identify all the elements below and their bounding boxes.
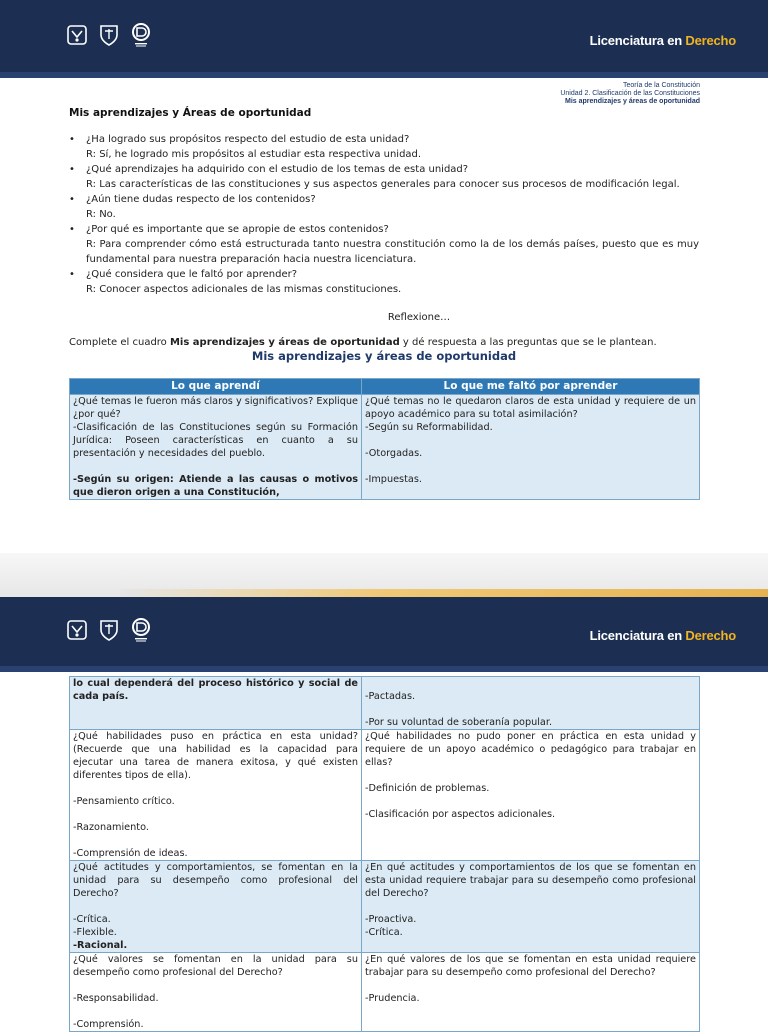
faculty-shield-icon — [98, 617, 120, 643]
answer-text: R: No. — [86, 209, 116, 220]
institution-logos — [66, 22, 152, 48]
cell-missing: ¿En qué valores de los que se fomentan en esta unidad requiere trabajar para su desempeño como profesional del Derecho? -Prudencia. — [362, 953, 700, 1032]
cell-missing: ¿En qué actitudes y comportamientos de los que se fomentan en esta unidad requiere trabajar para su desempeño como profesional del Derecho? -Proactiva. -Crítica. — [362, 861, 700, 953]
header-missing: Lo que me faltó por aprender — [362, 379, 700, 395]
question-text: ¿Ha logrado sus propósitos respecto del estudio de esta unidad? — [86, 134, 410, 145]
header-learned: Lo que aprendí — [70, 379, 362, 395]
answer-text: R: Sí, he logrado mis propósitos al estudiar esta respectiva unidad. — [86, 149, 422, 160]
question-item — [69, 222, 699, 267]
bullet-icon: • — [69, 224, 75, 235]
unam-seal-icon — [66, 22, 88, 48]
instructions-text: Complete el cuadro Mis aprendizajes y áreas de oportunidad y dé respuesta a las preguntas que se le plantean. — [69, 337, 657, 348]
learning-table-page1 — [69, 378, 700, 500]
banner-wave — [0, 666, 768, 672]
cell-missing: ¿Qué habilidades no pudo poner en práctica en esta unidad y requiere de un apoyo académico o pedagógico para trabajar en ellas? -Definición de problemas. -Clasificación por aspectos adicionales. — [362, 730, 700, 861]
question-text: ¿Qué aprendizajes ha adquirido con el estudio de los temas de esta unidad? — [86, 164, 469, 175]
course-name: Teoría de la Constitución — [622, 82, 700, 89]
program-highlight: Derecho — [685, 628, 736, 643]
cell-learned: ¿Qué habilidades puso en práctica en esta unidad? (Recuerde que una habilidad es la capacidad para ejecutar una tarea de manera exitosa, y qué existen diferentes tipos de ella). -Pensamiento crítico. -Razonamiento. -Comprensión de ideas. — [70, 730, 362, 861]
cell-missing: ¿Qué temas no le quedaron claros de esta unidad y requiere de un apoyo académico para su total asimilación? -Según su Reformabilidad. -Otorgadas. -Impuestas. — [362, 395, 700, 500]
instructions-bold: Mis aprendizajes y áreas de oportunidad — [169, 337, 400, 348]
section-title: Mis aprendizajes y Áreas de oportunidad — [69, 107, 312, 119]
table-title: Mis aprendizajes y áreas de oportunidad — [251, 349, 517, 363]
bullet-icon: • — [69, 134, 75, 145]
unit-name: Unidad 2. Clasificación de las Constituciones — [560, 90, 700, 97]
table-row — [70, 953, 700, 1032]
table-header-row — [70, 379, 700, 395]
question-text: ¿Aún tiene dudas respecto de los contenidos? — [86, 194, 316, 205]
bullet-icon: • — [69, 164, 75, 175]
answer-text: R: Las características de las constituciones y sus aspectos generales para conocer sus procesos de modificación legal. — [86, 179, 680, 190]
top-banner — [0, 0, 768, 78]
question-text: ¿Por qué es importante que se apropie de estos contenidos? — [86, 224, 389, 235]
cell-learned: lo cual dependerá del proceso histórico y social de cada país. — [70, 677, 362, 730]
table-row — [70, 677, 700, 730]
reflection-questions — [69, 132, 699, 297]
question-text: ¿Qué considera que le faltó por aprender? — [86, 269, 298, 280]
bullet-icon: • — [69, 269, 75, 280]
bullet-icon: • — [69, 194, 75, 205]
unam-seal-icon — [66, 617, 88, 643]
institution-logos — [66, 617, 152, 643]
learning-table-page2 — [69, 676, 700, 1032]
distance-education-logo-icon — [130, 617, 152, 643]
cell-learned: ¿Qué actitudes y comportamientos, se fomentan en la unidad para su desempeño como profesional del Derecho? -Crítica. -Flexible. -Racional. — [70, 861, 362, 953]
cell-learned: ¿Qué temas le fueron más claros y significativos? Explique ¿por qué? -Clasificación de las Constituciones según su Formación Jurídica: Poseen características en cuanto a su presentación y necesidades del pueblo. -Según su origen: Atiende a las causas o motivos que dieron origen a una Constitución, — [70, 395, 362, 500]
question-item — [69, 192, 699, 222]
reflexione-text: Reflexione… — [387, 312, 451, 323]
program-title: Licenciatura en Derecho — [589, 628, 736, 643]
table-row — [70, 730, 700, 861]
cell-missing: -Pactadas. -Por su voluntad de soberanía popular. — [362, 677, 700, 730]
cell-learned: ¿Qué valores se fomentan en la unidad para su desempeño como profesional del Derecho? -Responsabilidad. -Comprensión. — [70, 953, 362, 1032]
banner-wave — [0, 72, 768, 78]
page-break — [0, 553, 768, 597]
question-item — [69, 162, 699, 192]
answer-text: R: Para comprender cómo está estructurada tanto nuestra constitución como la de los demás países, puesto que es muy fundamental para nuestra preparación hacia nuestra licenciatura. — [86, 239, 699, 265]
program-highlight: Derecho — [685, 33, 736, 48]
table-row — [70, 861, 700, 953]
answer-text: R: Conocer aspectos adicionales de las mismas constituciones. — [86, 284, 402, 295]
distance-education-logo-icon — [130, 22, 152, 48]
document-header — [560, 82, 700, 106]
question-item — [69, 132, 699, 162]
top-banner-page2 — [0, 597, 768, 672]
question-item — [69, 267, 699, 297]
faculty-shield-icon — [98, 22, 120, 48]
table-row — [70, 395, 700, 500]
activity-name: Mis aprendizajes y áreas de oportunidad — [565, 98, 700, 105]
program-title: Licenciatura en Derecho — [589, 33, 736, 48]
